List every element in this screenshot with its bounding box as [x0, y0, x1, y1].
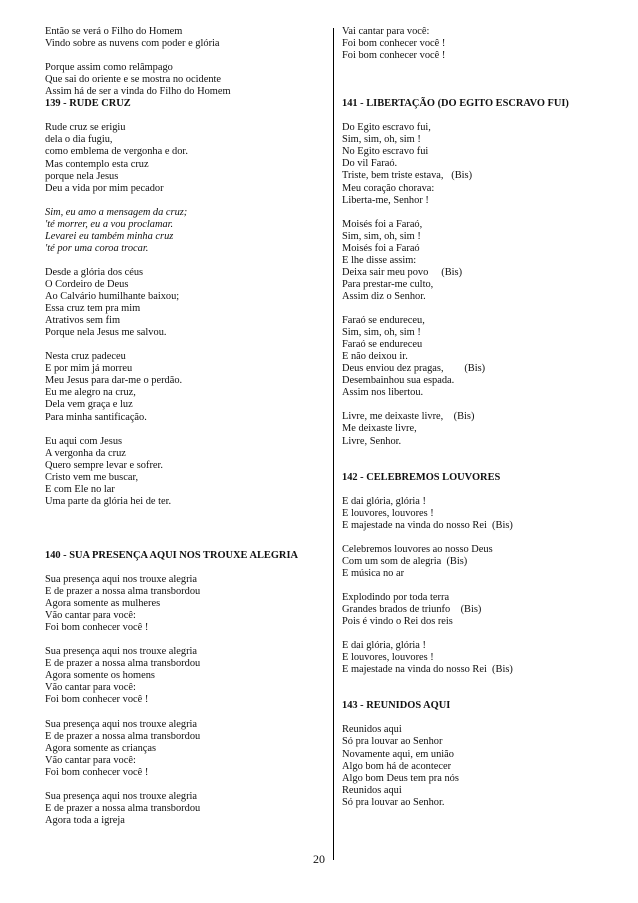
- text-line: E dai glória, glória !: [342, 640, 426, 652]
- text-line: Moisés foi a Faraó,: [342, 218, 423, 230]
- text-line: porque nela Jesus: [45, 170, 119, 182]
- text-line: Nesta cruz padeceu: [45, 351, 126, 363]
- song-140-stanza-1: [45, 574, 323, 634]
- text-line: Sim, sim, oh, sim !: [342, 134, 421, 146]
- text-line: Que sai do oriente e se mostra no ocidente: [45, 74, 222, 86]
- text-line: Liberta-me, Senhor !: [342, 194, 429, 206]
- text-line: Vão cantar para você:: [45, 754, 136, 766]
- text-line: E por mim já morreu: [45, 363, 133, 375]
- text-line: E louvores, louvores !: [342, 507, 434, 519]
- song-title-139: 139 - RUDE CRUZ: [45, 98, 131, 110]
- song-142-stanza-1: [342, 496, 600, 532]
- text-line: No Egito escravo fui: [342, 146, 429, 158]
- text-line: Só pra louvar ao Senhor.: [342, 796, 445, 808]
- text-line: Meu Jesus para dar-me o perdão.: [45, 375, 183, 387]
- text-line: Desembainhou sua espada.: [342, 375, 455, 387]
- text-line: Com um som de alegria (Bis): [342, 555, 468, 567]
- text-line: Celebremos louvores ao nosso Deus: [342, 543, 493, 555]
- text-line: Deus enviou dez pragas, (Bis): [342, 363, 486, 375]
- text-line: E de prazer a nossa alma transbordou: [45, 658, 201, 670]
- text-line: Foi bom conhecer você !: [342, 38, 446, 50]
- text-line: Moisés foi a Faraó: [342, 242, 420, 254]
- text-line: Sua presença aqui nos trouxe alegria: [45, 573, 198, 585]
- text-line: Sua presença aqui nos trouxe alegria: [45, 790, 198, 802]
- text-line: 'té morrer, eu a vou proclamar.: [45, 218, 174, 230]
- text-line: Deixa sair meu povo (Bis): [342, 266, 463, 278]
- page-number: 20: [313, 852, 325, 866]
- text-line: Do vil Faraó.: [342, 158, 398, 170]
- text-line: Foi bom conhecer você !: [45, 622, 149, 634]
- text-line: Sim, sim, oh, sim !: [342, 327, 421, 339]
- intro-stanza-1: [45, 26, 323, 50]
- text-line: Deu a vida por mim pecador: [45, 182, 164, 194]
- text-line: Só pra louvar ao Senhor: [342, 736, 443, 748]
- text-line: Ao Calvário humilhante baixou;: [45, 291, 180, 303]
- intro-stanza-2: [45, 62, 323, 98]
- text-line: Porque nela Jesus me salvou.: [45, 327, 167, 339]
- text-line: E de prazer a nossa alma transbordou: [45, 586, 201, 598]
- song-title-143: 143 - REUNIDOS AQUI: [342, 700, 451, 712]
- text-line: Vai cantar para você:: [342, 26, 430, 37]
- text-line: Algo bom há de acontecer: [342, 760, 452, 772]
- text-line: Assim há de ser a vinda do Filho do Homem: [45, 86, 231, 98]
- text-line: Algo bom Deus tem pra nós: [342, 772, 459, 784]
- text-line: E lhe disse assim:: [342, 254, 417, 266]
- text-line: Foi bom conhecer você !: [45, 694, 149, 706]
- text-line: Pois é vindo o Rei dos reis: [342, 616, 453, 628]
- text-line: Agora somente as mulheres: [45, 598, 161, 610]
- text-line: Atrativos sem fim: [45, 315, 121, 327]
- text-line: Vão cantar para você:: [45, 682, 136, 694]
- left-column: [45, 26, 323, 827]
- text-line: 'té por uma coroa trocar.: [45, 242, 149, 254]
- song-139-stanza-1: [45, 122, 323, 194]
- text-line: Essa cruz tem pra mim: [45, 303, 141, 315]
- song-139-stanza-4: [45, 436, 323, 508]
- text-line: E não deixou ir.: [342, 351, 408, 363]
- text-line: Agora somente os homens: [45, 670, 155, 682]
- text-line: A vergonha da cruz: [45, 447, 126, 459]
- text-line: Explodindo por toda terra: [342, 592, 450, 604]
- song-140-stanza-2: [45, 646, 323, 706]
- text-line: Reunidos aqui: [342, 784, 402, 796]
- song-140-stanza-3: [45, 719, 323, 779]
- text-line: Então se verá o Filho do Homem: [45, 26, 183, 37]
- song-140-continuation: [342, 26, 600, 62]
- text-line: E majestade na vinda do nosso Rei (Bis): [342, 664, 513, 676]
- text-line: Livre, Senhor.: [342, 435, 402, 447]
- song-title-141: 141 - LIBERTAÇÃO (DO EGITO ESCRAVO FUI): [342, 98, 569, 110]
- text-line: Sim, sim, oh, sim !: [342, 230, 421, 242]
- text-line: Quero sempre levar e sofrer.: [45, 459, 163, 471]
- song-title-142: 142 - CELEBREMOS LOUVORES: [342, 471, 501, 483]
- song-143-stanza-1: [342, 724, 600, 808]
- text-line: Sim, eu amo a mensagem da cruz;: [45, 206, 188, 218]
- text-line: Eu aqui com Jesus: [45, 435, 123, 447]
- song-title-140: 140 - SUA PRESENÇA AQUI NOS TROUXE ALEGRIA: [45, 549, 298, 561]
- text-line: Sua presença aqui nos trouxe alegria: [45, 718, 198, 730]
- song-140-stanza-4: [45, 791, 323, 827]
- text-line: Para prestar-me culto,: [342, 278, 434, 290]
- song-142-stanza-2: [342, 544, 600, 580]
- text-line: Assim diz o Senhor.: [342, 290, 426, 302]
- text-line: Sua presença aqui nos trouxe alegria: [45, 646, 198, 658]
- right-column: [342, 26, 600, 809]
- text-line: E de prazer a nossa alma transbordou: [45, 730, 201, 742]
- text-line: dela o dia fugiu,: [45, 134, 113, 146]
- text-line: Vindo sobre as nuvens com poder e glória: [45, 38, 220, 50]
- song-141-stanza-2: [342, 219, 600, 303]
- text-line: Cristo vem me buscar,: [45, 471, 139, 483]
- text-line: Assim nos libertou.: [342, 387, 424, 399]
- song-139-chorus: [45, 207, 323, 255]
- text-line: O Cordeiro de Deus: [45, 278, 129, 290]
- text-line: Faraó se endureceu: [342, 339, 423, 351]
- text-line: Dela vem graça e luz: [45, 399, 133, 411]
- text-line: Levarei eu também minha cruz: [45, 230, 174, 242]
- text-line: Agora toda a igreja: [45, 814, 125, 826]
- text-line: Meu coração chorava:: [342, 182, 435, 194]
- text-line: Me deixaste livre,: [342, 423, 417, 435]
- song-141-stanza-1: [342, 122, 600, 206]
- text-line: Do Egito escravo fui,: [342, 122, 431, 134]
- text-line: E de prazer a nossa alma transbordou: [45, 802, 201, 814]
- song-139-stanza-3: [45, 351, 323, 423]
- text-line: E majestade na vinda do nosso Rei (Bis): [342, 519, 513, 531]
- text-line: Faraó se endureceu,: [342, 315, 425, 327]
- song-141-stanza-3: [342, 315, 600, 399]
- text-line: Triste, bem triste estava, (Bis): [342, 170, 473, 182]
- text-line: Foi bom conhecer você !: [342, 50, 446, 62]
- text-line: E dai glória, glória !: [342, 495, 426, 507]
- text-line: Mas contemplo esta cruz: [45, 158, 149, 170]
- text-line: Foi bom conhecer você !: [45, 766, 149, 778]
- song-141-stanza-4: [342, 411, 600, 447]
- song-139-stanza-2: [45, 267, 323, 339]
- text-line: Reunidos aqui: [342, 724, 402, 736]
- text-line: Novamente aqui, em união: [342, 748, 454, 760]
- song-142-stanza-4: [342, 640, 600, 676]
- text-line: E música no ar: [342, 567, 405, 579]
- text-line: Eu me alegro na cruz,: [45, 387, 136, 399]
- text-line: E louvores, louvores !: [342, 652, 434, 664]
- text-line: Para minha santificação.: [45, 411, 147, 423]
- text-line: Vão cantar para você:: [45, 610, 136, 622]
- text-line: Rude cruz se erigiu: [45, 122, 126, 134]
- text-line: Grandes brados de triunfo (Bis): [342, 604, 482, 616]
- song-142-stanza-3: [342, 592, 600, 628]
- column-divider: [333, 28, 334, 860]
- text-line: Livre, me deixaste livre, (Bis): [342, 411, 475, 423]
- text-line: Uma parte da glória hei de ter.: [45, 495, 172, 507]
- text-line: E com Ele no lar: [45, 483, 115, 495]
- text-line: como emblema de vergonha e dor.: [45, 146, 188, 158]
- text-line: Agora somente as crianças: [45, 742, 157, 754]
- text-line: Desde a glória dos céus: [45, 266, 144, 278]
- text-line: Porque assim como relâmpago: [45, 62, 173, 74]
